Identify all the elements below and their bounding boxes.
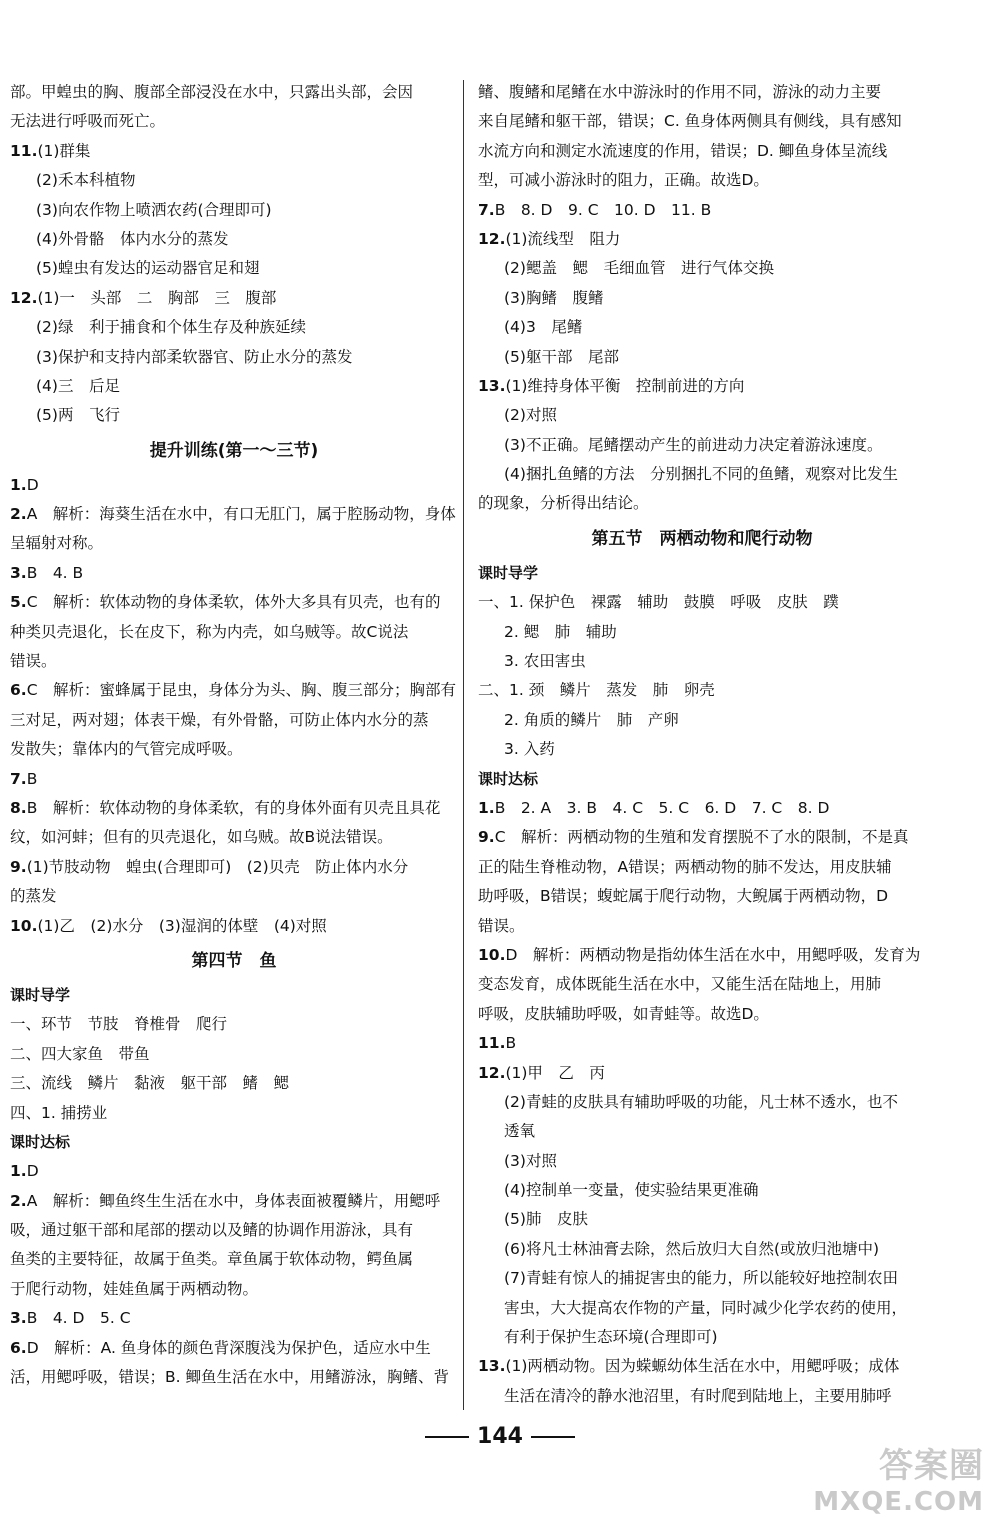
answer-line: 于爬行动物，娃娃鱼属于两栖动物。: [10, 1279, 259, 1298]
answer-line: (2)禾本科植物: [36, 171, 136, 190]
answer-line: 鱼类的主要特征，故属于鱼类。章鱼属于软体动物，鳄鱼属: [10, 1250, 414, 1269]
answer-item: [10, 588, 458, 617]
answer-text: (1)维持身体平衡 控制前进的方向: [505, 376, 745, 395]
question-number: 1.: [478, 798, 495, 817]
left-column: [10, 78, 458, 1392]
question-number: 12.: [478, 1063, 506, 1082]
answer-line: (2)鳃盖 鳃 毛细血管 进行气体交换: [504, 259, 774, 278]
answer-line: 变态发育，成体既能生活在水中，又能生活在陆地上，用肺: [478, 975, 882, 994]
answer-line: 的蒸发: [10, 887, 57, 906]
answer-line: (4)捆扎鱼鳍的方法 分别捆扎不同的鱼鳍，观察对比发生: [504, 465, 898, 484]
question-number: 2.: [10, 1191, 27, 1210]
answer-line: (5)肺 皮肤: [504, 1210, 588, 1229]
answer-line: 3. 入药: [504, 740, 555, 759]
answer-line: 有利于保护生态环境(合理即可): [504, 1328, 718, 1347]
question-number: 3.: [10, 1309, 27, 1328]
watermark-url: MXQE.COM: [813, 1487, 984, 1517]
answer-line: (5)两 飞行: [36, 406, 120, 425]
question-number: 6.: [10, 681, 27, 700]
answer-item: [10, 794, 458, 823]
question-number: 6.: [10, 1338, 27, 1357]
answer-text: D 解析：两栖动物是指幼体生活在水中，用鳃呼吸，发育为: [505, 945, 921, 964]
answer-line: (4)控制单一变量，使实验结果更准确: [504, 1181, 759, 1200]
answer-line: (2)绿 利于捕食和个体生存及种族延续: [36, 318, 306, 337]
answer-text: D: [26, 475, 39, 494]
question-number: 5.: [10, 593, 27, 612]
question-number: 1.: [10, 475, 27, 494]
answer-line: 种类贝壳退化，长在皮下，称为内壳，如乌贼等。故C说法: [10, 622, 409, 641]
question-number: 11.: [10, 141, 38, 160]
answer-text: C 解析：两栖动物的生殖和发育摆脱不了水的限制，不是真: [494, 828, 909, 847]
answer-text: A 解析：鲫鱼终生生活在水中，身体表面被覆鳞片，用鳃呼: [26, 1191, 441, 1210]
answer-line: 三、流线 鳞片 黏液 躯干部 鳍 鳃: [10, 1074, 290, 1093]
answer-item: [10, 1334, 458, 1363]
column-divider: [463, 80, 464, 1410]
question-number: 7.: [10, 769, 27, 788]
answer-item: [478, 225, 926, 254]
answer-text: C 解析：蜜蜂属于昆虫，身体分为头、胸、腹三部分；胸部有: [26, 681, 457, 700]
answer-item: [10, 1157, 458, 1186]
answer-line: (4)3 尾鳍: [504, 318, 583, 337]
question-number: 11.: [478, 1034, 506, 1053]
right-column: [478, 78, 926, 1411]
answer-item: [10, 137, 458, 166]
answer-text: (1)节肢动物 蝗虫(合理即可) (2)贝壳 防止体内水分: [26, 857, 409, 876]
answer-text: B 4. D 5. C: [26, 1309, 131, 1328]
answer-line: 部。甲蝗虫的胸、腹部全部浸没在水中，只露出头部，会因: [10, 83, 414, 101]
answer-line: (5)躯干部 尾部: [504, 347, 619, 366]
question-number: 10.: [10, 916, 38, 935]
answer-line: (3)胸鳍 腹鳍: [504, 288, 604, 307]
answer-line: 2. 角质的鳞片 肺 产卵: [504, 710, 679, 729]
answer-item: [10, 1187, 458, 1216]
answer-item: [10, 1304, 458, 1333]
answer-text: (1)两栖动物。因为蝾螈幼体生活在水中，用鳃呼吸；成体: [505, 1357, 900, 1376]
answer-line: 正的陆生脊椎动物，A错误；两栖动物的肺不发达，用皮肤辅: [478, 857, 892, 876]
answer-line: 来自尾鳍和躯干部，错误；C. 鱼身体两侧具有侧线，具有感知: [478, 112, 902, 131]
page-number-text: 144: [477, 1424, 523, 1449]
answer-line: 水流方向和测定水流速度的作用，错误；D. 鲫鱼身体呈流线: [478, 141, 888, 160]
answer-text: (1)乙 (2)水分 (3)湿润的体壁 (4)对照: [37, 916, 327, 935]
answer-text: D: [26, 1162, 39, 1181]
section-heading: 第五节 两栖动物和爬行动物: [591, 528, 813, 549]
question-number: 13.: [478, 1357, 506, 1376]
answer-text: (1)流线型 阻力: [505, 229, 621, 248]
answer-line: 生活在清冷的静水池沼里，有时爬到陆地上，主要用肺呼: [504, 1386, 892, 1405]
section-heading: 第四节 鱼: [191, 950, 277, 971]
question-number: 13.: [478, 376, 506, 395]
answer-item: [478, 1059, 926, 1088]
answer-item: [478, 1352, 926, 1381]
answer-item: [478, 1029, 926, 1058]
answer-line: (3)向农作物上喷洒农药(合理即可): [36, 200, 272, 219]
answer-line: 三对足，两对翅；体表干燥，有外骨骼，可防止体内水分的蒸: [10, 710, 429, 729]
answer-line: 型，可减小游泳时的阻力，正确。故选D。: [478, 171, 769, 190]
question-number: 9.: [10, 857, 27, 876]
subsection-heading: 课时达标: [478, 769, 539, 788]
answer-line: 四、1. 捕捞业: [10, 1103, 108, 1122]
answer-line: 二、四大家鱼 带鱼: [10, 1044, 150, 1063]
answer-line: 助呼吸，B错误；蝮蛇属于爬行动物，大鲵属于两栖动物，D: [478, 887, 889, 906]
answer-item: [478, 372, 926, 401]
answer-item: [10, 912, 458, 941]
answer-line: (2)青蛙的皮肤具有辅助呼吸的功能，凡士林不透水，也不: [504, 1092, 898, 1111]
watermark-logo-text: 答案圈: [879, 1446, 984, 1486]
answer-line: 活，用鳃呼吸，错误；B. 鲫鱼生活在水中，用鳍游泳，胸鳍、背: [10, 1368, 449, 1387]
answer-item: [478, 941, 926, 970]
answer-line: 呈辐射对称。: [10, 534, 104, 553]
answer-line: 3. 农田害虫: [504, 652, 586, 671]
question-number: 9.: [478, 828, 495, 847]
question-number: 7.: [478, 200, 495, 219]
answer-line: 的现象，分析得出结论。: [478, 494, 649, 513]
answer-line: (7)青蛙有惊人的捕捉害虫的能力，所以能较好地控制农田: [504, 1269, 898, 1288]
answer-line: (2)对照: [504, 406, 557, 425]
watermark-logo: [813, 1438, 984, 1517]
answer-text: C 解析：软体动物的身体柔软，体外大多具有贝壳，也有的: [26, 593, 441, 612]
page-number-dash-left: [425, 1436, 469, 1438]
answer-line: 错误。: [10, 652, 57, 671]
answer-text: (1)一 头部 二 胸部 三 腹部: [37, 288, 277, 307]
answer-item: [10, 765, 458, 794]
answer-text: (1)群集: [37, 141, 91, 160]
answer-line: 呼吸，皮肤辅助呼吸，如青蛙等。故选D。: [478, 1004, 769, 1023]
answer-line: 2. 鳃 肺 辅助: [504, 622, 617, 641]
subsection-heading: 课时导学: [478, 563, 539, 582]
subsection-heading: 课时导学: [10, 985, 71, 1004]
answer-line: 无法进行呼吸而死亡。: [10, 112, 166, 131]
answer-line: (4)三 后足: [36, 376, 120, 395]
answer-item: [10, 853, 458, 882]
answer-line: 吸，通过躯干部和尾部的摆动以及鳍的协调作用游泳，具有: [10, 1221, 414, 1240]
answer-line: 纹，如河蚌；但有的贝壳退化，如乌贼。故B说法错误。: [10, 828, 393, 847]
answer-line: 害虫，大大提高农作物的产量，同时减少化学农药的使用，: [504, 1298, 908, 1317]
answer-line: 一、环节 节肢 脊椎骨 爬行: [10, 1015, 228, 1034]
answer-line: 透氧: [504, 1122, 536, 1141]
answer-line: 错误。: [478, 916, 525, 935]
answer-text: B 2. A 3. B 4. C 5. C 6. D 7. C 8. D: [494, 798, 830, 817]
answer-line: (5)蝗虫有发达的运动器官足和翅: [36, 259, 260, 278]
answer-text: B 8. D 9. C 10. D 11. B: [494, 200, 712, 219]
answer-line: 发散失；靠体内的气管完成呼吸。: [10, 740, 243, 759]
answer-line: 一、1. 保护色 裸露 辅助 鼓膜 呼吸 皮肤 蹼: [478, 593, 839, 612]
answer-text: D 解析：A. 鱼身体的颜色背深腹浅为保护色，适应水中生: [26, 1338, 431, 1357]
answer-item: [478, 823, 926, 852]
question-number: 12.: [478, 229, 506, 248]
section-heading: 提升训练(第一～三节): [149, 440, 319, 461]
answer-line: (6)将凡士林油膏去除，然后放归大自然(或放归池塘中): [504, 1239, 880, 1258]
question-number: 8.: [10, 798, 27, 817]
answer-text: (1)甲 乙 丙: [505, 1063, 605, 1082]
answer-text: B 解析：软体动物的身体柔软，有的身体外面有贝壳且具花: [26, 798, 441, 817]
question-number: 3.: [10, 563, 27, 582]
answer-text: B 4. B: [26, 563, 84, 582]
answer-item: [478, 794, 926, 823]
answer-text: B: [26, 769, 38, 788]
answer-text: A 解析：海葵生活在水中，有口无肛门，属于腔肠动物，身体: [26, 505, 456, 524]
answer-item: [10, 284, 458, 313]
question-number: 10.: [478, 945, 506, 964]
question-number: 12.: [10, 288, 38, 307]
answer-item: [10, 471, 458, 500]
subsection-heading: 课时达标: [10, 1132, 71, 1151]
answer-line: 二、1. 颈 鳞片 蒸发 肺 卵壳: [478, 681, 715, 700]
question-number: 1.: [10, 1162, 27, 1181]
question-number: 2.: [10, 505, 27, 524]
answer-text: B: [505, 1034, 517, 1053]
answer-line: (3)对照: [504, 1151, 557, 1170]
answer-item: [10, 559, 458, 588]
answer-line: 鳍、腹鳍和尾鳍在水中游泳时的作用不同，游泳的动力主要: [478, 83, 882, 101]
answer-line: (3)保护和支持内部柔软器官、防止水分的蒸发: [36, 347, 353, 366]
answer-item: [10, 500, 458, 529]
page-number-dash-right: [531, 1436, 575, 1438]
answer-item: [478, 196, 926, 225]
answer-line: (3)不正确。尾鳍摆动产生的前进动力决定着游泳速度。: [504, 435, 883, 454]
answer-line: (4)外骨骼 体内水分的蒸发: [36, 229, 229, 248]
answer-item: [10, 676, 458, 705]
